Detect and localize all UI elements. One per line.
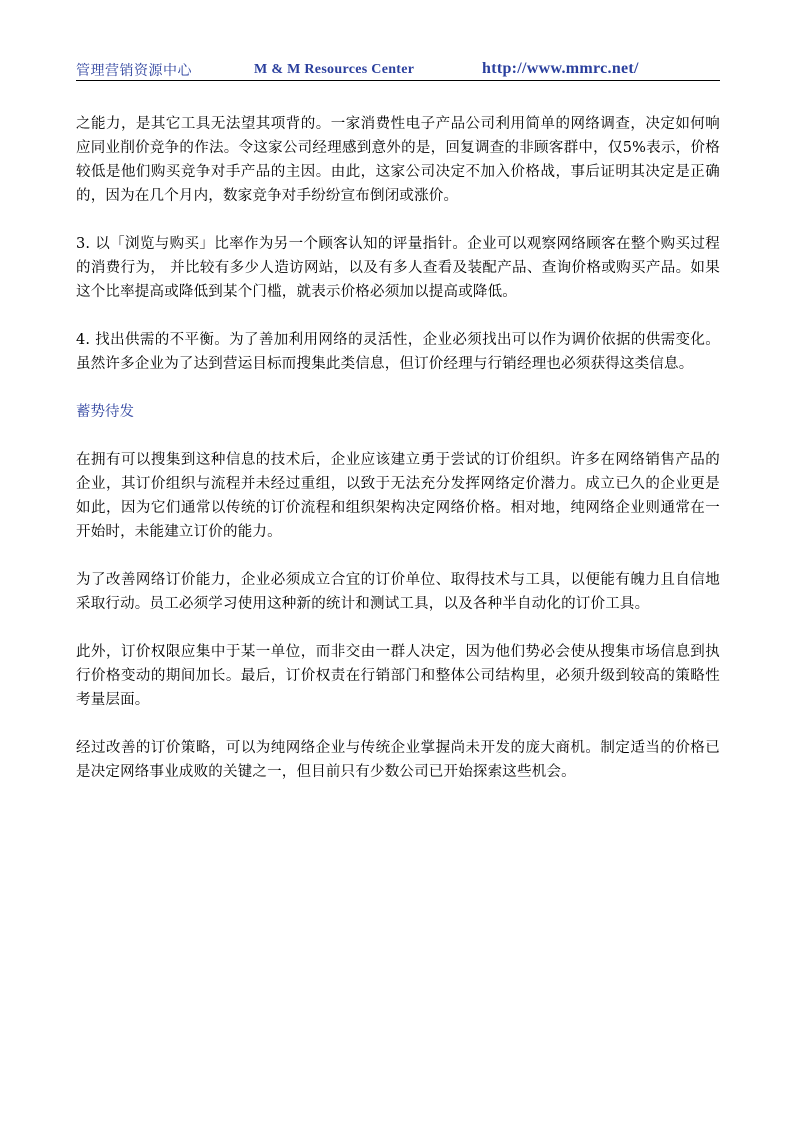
paragraph-3: 4. 找出供需的不平衡。为了善加利用网络的灵活性，企业必须找出可以作为调价依据的供需变化。虽然许多企业为了达到营运目标而搜集此类信息，但订价经理与行销经理也必须获得这类信息。 <box>76 332 720 372</box>
document-body <box>76 112 720 808</box>
paragraph-6: 此外，订价权限应集中于某一单位，而非交由一群人决定，因为他们势必会使从搜集市场信息到执行价格变动的期间加长。最后，订价权责在行销部门和整体公司结构里，必须升级到较高的策略性考量层面。 <box>76 644 720 708</box>
paragraph-5: 为了改善网络订价能力，企业必须成立合宜的订价单位、取得技术与工具，以便能有魄力且自信地采取行动。员工必须学习使用这种新的统计和测试工具，以及各种半自动化的订价工具。 <box>76 572 720 612</box>
paragraph-2: 3. 以「浏览与购买」比率作为另一个顾客认知的评量指针。企业可以观察网络顾客在整个购买过程的消费行为， 并比较有多少人造访网站，以及有多人查看及装配产品、查询价格或购买产品。如果这个比率提高或降低到某个门槛，就表示价格必须加以提高或降低。 <box>76 236 720 300</box>
section-heading: 蓄势待发 <box>76 404 134 420</box>
header-org-english: M & M Resources Center <box>254 62 415 77</box>
header-url-link[interactable]: http://www.mmrc.net/ <box>482 60 639 77</box>
paragraph-7: 经过改善的订价策略，可以为纯网络企业与传统企业掌握尚未开发的庞大商机。制定适当的价格已是决定网络事业成败的关键之一，但目前只有少数公司已开始探索这些机会。 <box>76 740 720 780</box>
header-org-chinese: 管理营销资源中心 <box>76 63 192 79</box>
paragraph-4: 在拥有可以搜集到这种信息的技术后，企业应该建立勇于尝试的订价组织。许多在网络销售产品的企业，其订价组织与流程并未经过重组，以致于无法充分发挥网络定价潜力。成立已久的企业更是如此，因为它们通常以传统的订价流程和组织架构决定网络价格。相对地，纯网络企业则通常在一开始时，未能建立订价的能力。 <box>76 452 720 540</box>
paragraph-1: 之能力，是其它工具无法望其项背的。一家消费性电子产品公司利用简单的网络调查，决定如何响应同业削价竞争的作法。令这家公司经理感到意外的是，回复调查的非顾客群中，仅5%表示，价格较低是他们购买竞争对手产品的主因。由此，这家公司决定不加入价格战，事后证明其决定是正确的，因为在几个月内，数家竞争对手纷纷宣布倒闭或涨价。 <box>76 116 720 204</box>
page-header <box>76 58 720 81</box>
